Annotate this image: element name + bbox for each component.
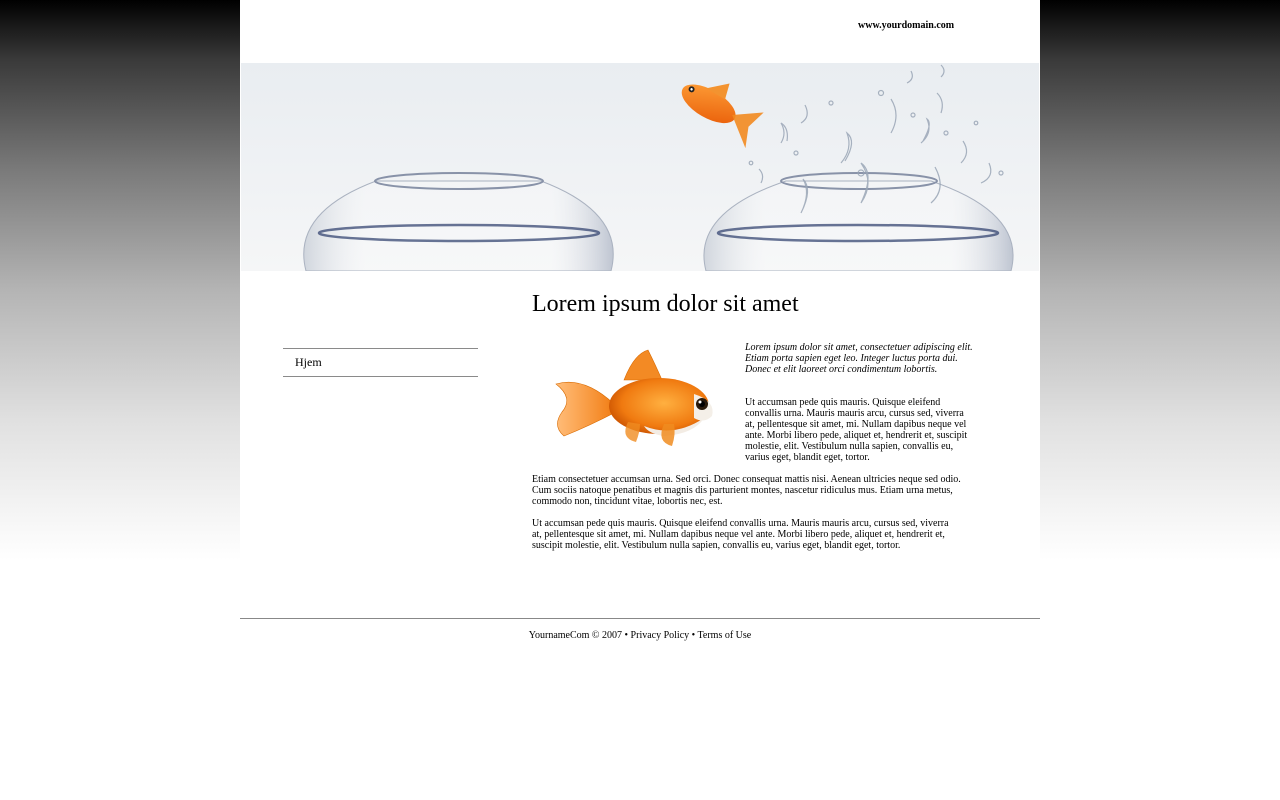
sidebar-item-hjem[interactable]: Hjem xyxy=(295,355,322,369)
privacy-policy-link[interactable]: Privacy Policy xyxy=(630,630,690,641)
body-paragraph: Etiam consectetuer accumsan urna. Sed orci. Donec consequat mattis nisi. Aenean ultricies neque sed odio. Cum sociis natoque penatibus et magnis dis parturient montes, nascetur ridiculus mus. Etiam urna metus, commodo non, tincidunt vitae, lobortis nec, est. xyxy=(532,474,961,507)
page-container xyxy=(240,0,1040,800)
intro-paragraph: Lorem ipsum dolor sit amet, consectetuer adipiscing elit. Etiam porta sapien eget leo. Integer luctus porta dui. Donec et elit laoreet orci condimentum lobortis. xyxy=(745,342,973,375)
footer-separator: • xyxy=(622,630,631,641)
copyright-text: YournameCom © 2007 xyxy=(528,630,623,641)
footer-divider xyxy=(240,618,1040,619)
terms-of-use-link[interactable]: Terms of Use xyxy=(697,630,752,641)
sidebar-nav xyxy=(283,348,478,377)
body-paragraph: Ut accumsan pede quis mauris. Quisque eleifend convallis urna. Mauris mauris arcu, cursus sed, viverra at, pellentesque sit amet, mi. Nullam dapibus neque vel ante. Morbi libero pede, aliquet et, hendrerit et, suscipit molestie, elit. Vestibulum nulla sapien, convallis eu, varius eget, blandit eget, tortor. xyxy=(532,518,949,551)
banner-image xyxy=(241,63,1039,271)
footer xyxy=(240,630,1040,641)
page-title: Lorem ipsum dolor sit amet xyxy=(532,291,799,317)
body-paragraph: Ut accumsan pede quis mauris. Quisque eleifend convallis urna. Mauris mauris arcu, cursus sed, viverra at, pellentesque sit amet, mi. Nullam dapibus neque vel ante. Morbi libero pede, aliquet et, hendrerit et, suscipit molestie, elit. Vestibulum nulla sapien, convallis eu, varius eget, blandit eget, tortor. xyxy=(745,397,968,463)
goldfish-image xyxy=(544,346,724,452)
footer-separator: • xyxy=(689,630,698,641)
domain-text: www.yourdomain.com xyxy=(858,20,955,31)
